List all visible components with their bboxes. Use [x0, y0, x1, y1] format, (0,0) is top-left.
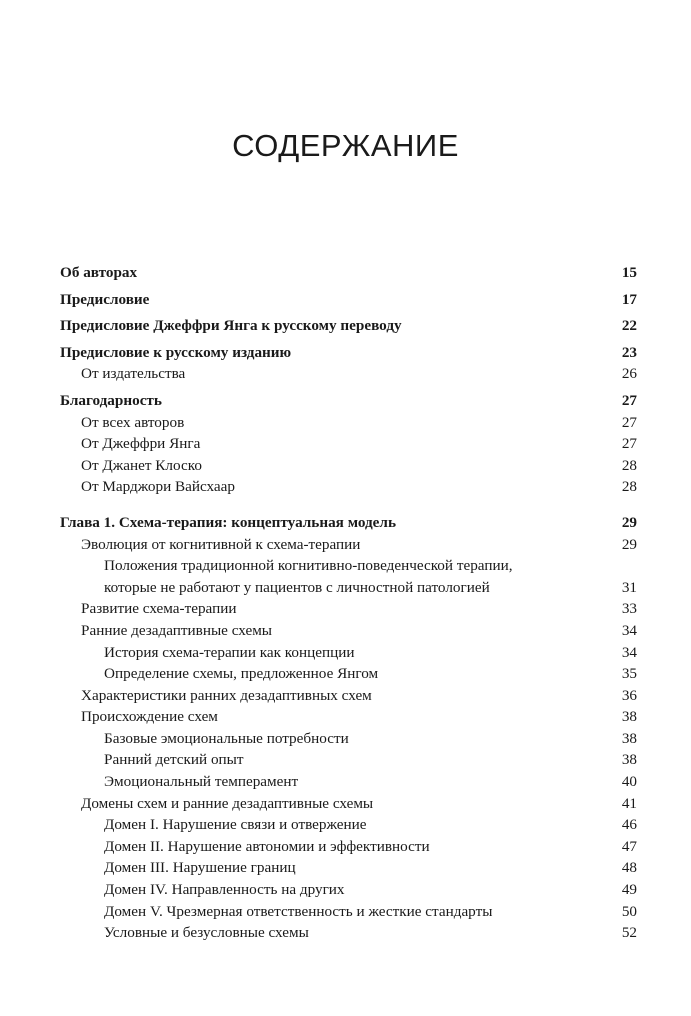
toc-page-number: 35: [621, 665, 637, 683]
toc-entry-title: Эмоциональный темперамент: [104, 773, 299, 791]
toc-entry-title: Домен III. Нарушение границ: [104, 859, 296, 877]
page-title: СОДЕРЖАНИЕ: [232, 127, 459, 163]
toc-entry-title: Ранний детский опыт: [104, 751, 244, 769]
toc-page-number: 34: [621, 621, 637, 639]
toc-entry-title: Происхождение схем: [81, 708, 218, 726]
toc-entry-title: История схема-терапии как концепции: [104, 643, 355, 661]
toc-entry-publisher[interactable]: [60, 363, 637, 385]
toc-page-number: 36: [621, 686, 637, 704]
toc-page-number: 17: [621, 290, 637, 308]
toc-entry-domain-2[interactable]: [60, 836, 637, 858]
toc-entry-origins[interactable]: [60, 706, 637, 728]
toc-entry-title: Характеристики ранних дезадаптивных схем: [81, 686, 372, 704]
toc-entry-title-line1: Положения традиционной когнитивно-поведенческой терапии,: [104, 557, 513, 575]
toc-entry-cbt-assumptions[interactable]: [60, 555, 637, 598]
toc-entry-title: Предисловие к русскому изданию: [60, 343, 292, 361]
toc-entry-title: Определение схемы, предложенное Янгом: [104, 665, 379, 683]
toc-entry-title: Об авторах: [60, 264, 138, 281]
toc-entry-title: Условные и безусловные схемы: [104, 924, 309, 942]
toc-entry-core-needs[interactable]: [60, 728, 637, 750]
toc-entry-title: Домен IV. Направленность на других: [104, 881, 345, 899]
toc-page-number: 27: [621, 413, 637, 431]
toc-page-number: 27: [621, 391, 637, 409]
table-of-contents: [60, 262, 637, 944]
toc-entry-domain-1[interactable]: [60, 814, 637, 836]
toc-entry-title: От издательства: [81, 365, 186, 383]
toc-entry-domain-3[interactable]: [60, 857, 637, 879]
toc-entry-young-preface[interactable]: [60, 315, 637, 337]
toc-entry-chapter-1[interactable]: [60, 512, 637, 534]
toc-entry-title: Домен II. Нарушение автономии и эффективности: [104, 837, 430, 855]
toc-page-number: 23: [621, 343, 637, 361]
toc-entry-title: Развитие схема-терапии: [81, 600, 237, 618]
toc-page-number: 26: [621, 365, 637, 383]
toc-page-number: 38: [621, 751, 637, 769]
toc-entry-domain-4[interactable]: [60, 879, 637, 901]
toc-page-number: 49: [621, 881, 637, 899]
toc-entry-title: Предисловие Джеффри Янга к русскому переводу: [60, 317, 402, 335]
toc-entry-title: Домены схем и ранние дезадаптивные схемы: [81, 794, 374, 812]
toc-entry-title: От Джеффри Янга: [81, 435, 201, 453]
toc-entry-title: Благодарность: [60, 391, 162, 409]
toc-page-number: 47: [621, 837, 637, 855]
toc-entry-title-line2: которые не работают у пациентов с личностной патологией: [104, 578, 490, 596]
toc-page-number: 50: [621, 902, 637, 920]
toc-page-number: 41: [621, 794, 637, 812]
toc-entry-title: От Джанет Клоско: [81, 456, 202, 474]
toc-entry-title: Предисловие: [60, 290, 150, 308]
toc-entry-title: Базовые эмоциональные потребности: [104, 729, 349, 747]
toc-page-number: 48: [621, 859, 637, 877]
toc-entry-jeffrey-young[interactable]: [60, 433, 637, 455]
toc-page-number: 34: [621, 643, 637, 661]
toc-entry-about-authors[interactable]: [60, 262, 637, 284]
toc-page-number: 46: [621, 816, 637, 834]
toc-entry-all-authors[interactable]: [60, 412, 637, 434]
toc-entry-marjorie-weishaar[interactable]: [60, 476, 637, 498]
toc-entry-title: Ранние дезадаптивные схемы: [81, 621, 273, 639]
toc-entry-temperament[interactable]: [60, 771, 637, 793]
toc-entry-early-experience[interactable]: [60, 749, 637, 771]
toc-entry-title: От всех авторов: [81, 413, 185, 431]
toc-entry-early-maladaptive-schemas[interactable]: [60, 620, 637, 642]
toc-entry-definition[interactable]: [60, 663, 637, 685]
toc-page-number: 29: [621, 513, 637, 531]
toc-entry-development[interactable]: [60, 598, 637, 620]
toc-page-number: 28: [621, 456, 637, 474]
toc-page-number: 31: [621, 578, 637, 596]
toc-entry-acknowledgments[interactable]: [60, 390, 637, 412]
toc-entry-title: Эволюция от когнитивной к схема-терапии: [81, 535, 361, 553]
toc-page-number: 38: [621, 729, 637, 747]
toc-page-number: 27: [621, 435, 637, 453]
toc-entry-title: От Марджори Вайсхаар: [81, 478, 236, 496]
toc-entry-domain-5[interactable]: [60, 901, 637, 923]
toc-entry-characteristics[interactable]: [60, 685, 637, 707]
toc-entry-janet-klosko[interactable]: [60, 455, 637, 477]
toc-entry-russian-edition-preface[interactable]: [60, 342, 637, 364]
toc-entry-title: Глава 1. Схема-терапия: концептуальная модель: [60, 513, 396, 531]
toc-entry-title: Домен I. Нарушение связи и отвержение: [104, 816, 367, 834]
toc-entry-preface[interactable]: [60, 289, 637, 311]
toc-entry-conditional-schemas[interactable]: [60, 922, 637, 944]
toc-entry-schema-domains[interactable]: [60, 793, 637, 815]
toc-entry-evolution[interactable]: [60, 534, 637, 556]
toc-page-number: 52: [621, 924, 637, 942]
toc-page-number: 22: [621, 317, 637, 335]
toc-page-number: 38: [621, 708, 637, 726]
toc-page-number: 28: [621, 478, 637, 496]
toc-page-number: 15: [621, 264, 637, 281]
toc-entry-history[interactable]: [60, 642, 637, 664]
toc-page-number: 40: [621, 773, 637, 791]
toc-page-number: 33: [621, 600, 637, 618]
toc-entry-title: Домен V. Чрезмерная ответственность и жесткие стандарты: [104, 902, 493, 920]
toc-page-number: 29: [621, 535, 637, 553]
